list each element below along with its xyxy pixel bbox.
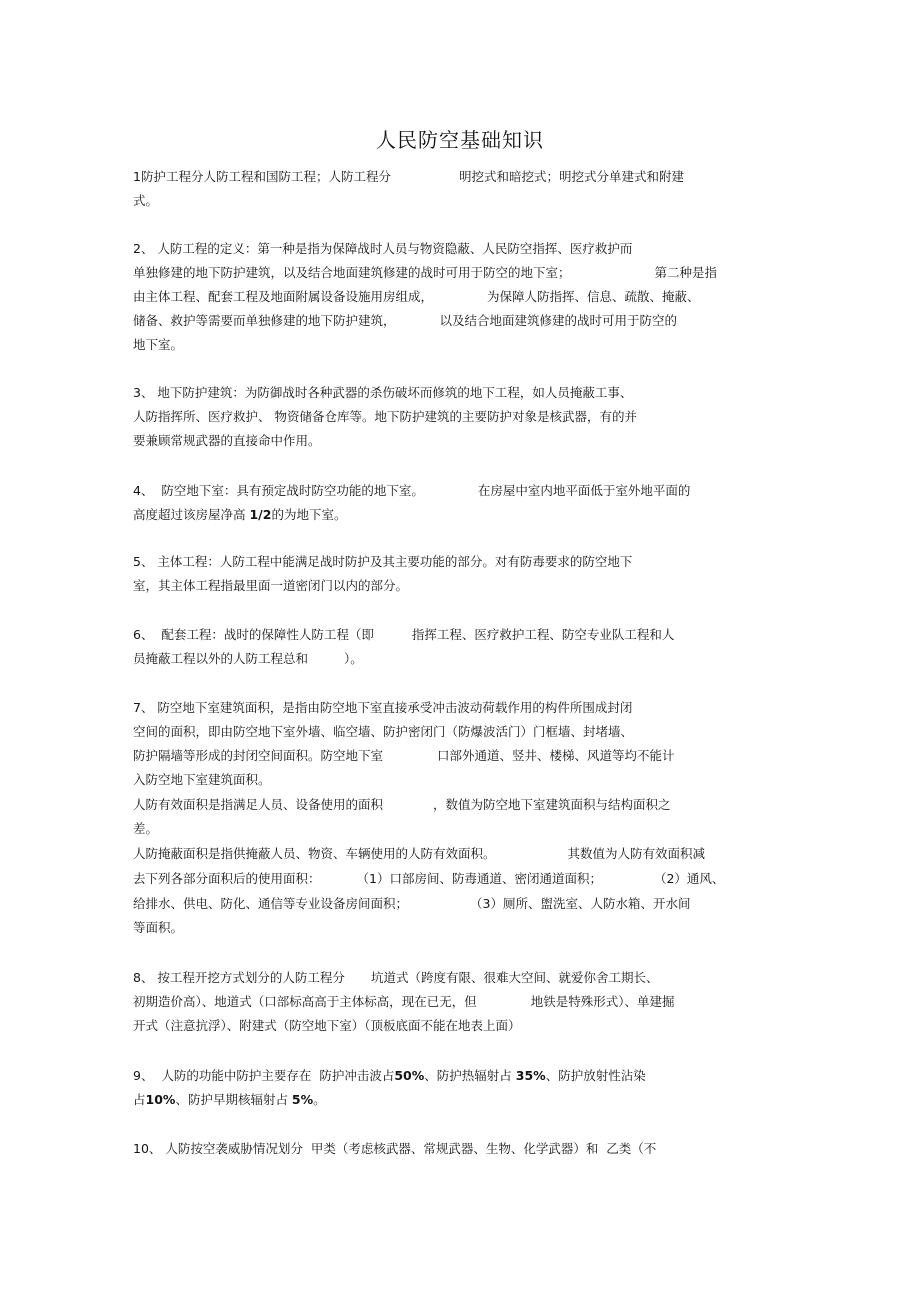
- paragraph-7-line-5: [133, 797, 671, 813]
- paragraph-2-line-1: [133, 241, 632, 257]
- text-segment: 人防掩蔽面积是指供掩蔽人员、物资、车辆使用的人防有效面积。: [133, 846, 496, 861]
- text-segment: 坑道式（跨度有限、很难大空间、就爱你舍工期长、: [370, 970, 659, 985]
- text-segment: 人防有效面积是指满足人员、设备使用的面积: [133, 797, 384, 812]
- text-segment: 等面积。: [133, 920, 184, 935]
- text-segment: ，数值为防空地下室建筑面积与结构面积之: [433, 797, 671, 812]
- text-segment: 5、 主体工程：人防工程中能满足战时防护及其主要功能的部分。对有防毒要求的防空地下: [133, 554, 633, 569]
- text-segment: 地下室。: [133, 337, 184, 352]
- text-segment: 员掩蔽工程以外的人防工程总和: [133, 651, 309, 666]
- text-segment-bold: 35%: [515, 1068, 546, 1083]
- text-segment-bold: 10%: [145, 1092, 176, 1107]
- paragraph-7-line-1: [133, 700, 632, 716]
- text-segment-bold: 50%: [394, 1068, 425, 1083]
- text-segment: 高度超过该房屋净高: [133, 507, 250, 522]
- paragraph-3-line-1: [133, 385, 632, 401]
- paragraph-2-line-3: [133, 289, 700, 305]
- text-segment: （1）口部房间、防毒通道、密闭通道面积；: [356, 871, 602, 886]
- text-segment: 给排水、供电、防化、通信等专业设备房间面积；: [133, 896, 409, 911]
- paragraph-4-line-2: [133, 507, 346, 523]
- paragraph-7-line-3: [133, 748, 675, 764]
- text-segment: 占: [133, 1092, 146, 1107]
- text-segment: 7、 防空地下室建筑面积，是指由防空地下室直接承受冲击波动荷载作用的构件所围成封闭: [133, 700, 633, 715]
- paragraph-2-line-2: [133, 265, 717, 281]
- text-segment: 2、 人防工程的定义：第一种是指为保障战时人员与物资隐蔽、人民防空指挥、医疗救护而: [133, 241, 633, 256]
- text-segment: 8、 按工程开挖方式划分的人防工程分: [133, 970, 345, 985]
- text-segment: 明挖式和暗挖式；明挖式分单建式和附建: [458, 169, 684, 184]
- text-segment: 式。: [133, 193, 159, 208]
- paragraph-7-line-4: [133, 772, 271, 788]
- text-segment-bold: 5%: [291, 1092, 314, 1107]
- paragraph-9-line-2: [133, 1092, 326, 1108]
- paragraph-6-line-2: [133, 651, 363, 667]
- paragraph-5-line-2: [133, 578, 408, 594]
- paragraph-3-line-2: [133, 409, 637, 425]
- paragraph-7-line-8: [133, 871, 724, 887]
- paragraph-1-line-2: [133, 193, 158, 209]
- text-segment: ）。: [344, 651, 363, 666]
- text-segment: 的为地下室。: [271, 507, 347, 522]
- paragraph-7-line-7: [133, 846, 705, 862]
- paragraph-8-line-1: [133, 970, 658, 986]
- paragraph-10-line-1: [133, 1141, 656, 1157]
- paragraph-5-line-1: [133, 554, 632, 570]
- text-segment: 4、 防空地下室：具有预定战时防空功能的地下室。: [133, 483, 424, 498]
- text-segment: 初期造价高）、地道式（口部标高高于主体标高，现在已无，但: [133, 994, 477, 1009]
- text-segment: 空间的面积，即由防空地下室外墙、临空墙、防护密闭门（防爆波活门）门框墙、封堵墙、: [133, 724, 634, 739]
- paragraph-8-line-3: [133, 1018, 521, 1034]
- paragraph-6-line-1: [133, 627, 674, 643]
- text-segment: 以及结合地面建筑修建的战时可用于防空的: [439, 313, 678, 328]
- text-segment: 开式（注意抗浮）、附建式（防空地下室）（顶板底面不能在地表上面）: [133, 1018, 521, 1033]
- paragraph-3-line-3: [133, 433, 321, 449]
- text-segment: 指挥工程、医疗救护工程、防空专业队工程和人: [411, 627, 675, 642]
- paragraph-7-line-2: [133, 724, 633, 740]
- text-segment: 1防护工程分人防工程和国防工程；人防工程分: [133, 169, 391, 184]
- text-segment: 、防护早期核辐射占: [175, 1092, 292, 1107]
- paragraph-8-line-2: [133, 994, 675, 1010]
- text-segment: 地铁是特殊形式）、单建掘: [530, 994, 675, 1009]
- text-segment: 人防指挥所、医疗救护、 物资储备仓库等。地下防护建筑的主要防护对象是核武器，有的并: [133, 409, 637, 424]
- text-segment: 为保障人防指挥、信息、疏散、掩蔽、: [487, 289, 700, 304]
- text-segment: 入防空地下室建筑面积。: [133, 772, 271, 787]
- text-segment: 由主体工程、配套工程及地面附属设备设施用房组成，: [133, 289, 434, 304]
- paragraph-2-line-5: [133, 337, 183, 353]
- text-segment: 10、 人防按空袭威胁情况划分 甲类（考虑核武器、常规武器、生物、化学武器）和 乙类（不: [133, 1141, 657, 1156]
- text-segment: 要兼顾常规武器的直接命中作用。: [133, 433, 321, 448]
- text-segment: 去下列各部分面积后的使用面积：: [133, 871, 321, 886]
- paragraph-9-line-1: [133, 1068, 646, 1084]
- paragraph-7-line-9: [133, 896, 690, 912]
- paragraph-7-line-6: [133, 821, 158, 837]
- paragraph-2-line-4: [133, 313, 677, 329]
- text-segment: 单独修建的地下防护建筑，以及结合地面建筑修建的战时可用于防空的地下室；: [133, 265, 571, 280]
- text-segment: 、防护放射性沾染: [545, 1068, 646, 1083]
- text-segment: 第二种是指: [654, 265, 718, 280]
- text-segment: 室，其主体工程指最里面一道密闭门以内的部分。: [133, 578, 409, 593]
- text-segment: 防护隔墙等形成的封闭空间面积。防空地下室: [133, 748, 384, 763]
- text-segment: 储备、救护等需要而单独修建的地下防护建筑，: [133, 313, 396, 328]
- paragraph-7-line-10: [133, 920, 183, 936]
- paragraph-4-line-1: [133, 483, 690, 499]
- text-segment: 9、 人防的功能中防护主要存在 防护冲击波占: [133, 1068, 395, 1083]
- text-segment: （2）通风、: [653, 871, 725, 886]
- text-segment: 口部外通道、竖井、楼梯、风道等均不能计: [437, 748, 675, 763]
- text-segment: 差。: [133, 821, 159, 836]
- text-segment: 3、 地下防护建筑：为防御战时各种武器的杀伤破坏而修筑的地下工程，如人员掩蔽工事、: [133, 385, 633, 400]
- text-segment: 6、 配套工程：战时的保障性人防工程（即: [133, 627, 374, 642]
- text-segment: 其数值为人防有效面积减: [567, 846, 706, 861]
- text-segment: 。: [313, 1092, 326, 1107]
- page-title: 人民防空基础知识: [376, 128, 544, 152]
- text-segment: 、防护热辐射占: [424, 1068, 516, 1083]
- text-segment: 在房屋中室内地平面低于室外地平面的: [477, 483, 691, 498]
- paragraph-1-line-1: [133, 169, 684, 185]
- text-segment: （3）厕所、盥洗室、人防水箱、开水间: [470, 896, 691, 911]
- text-segment-bold: 1/2: [249, 507, 272, 522]
